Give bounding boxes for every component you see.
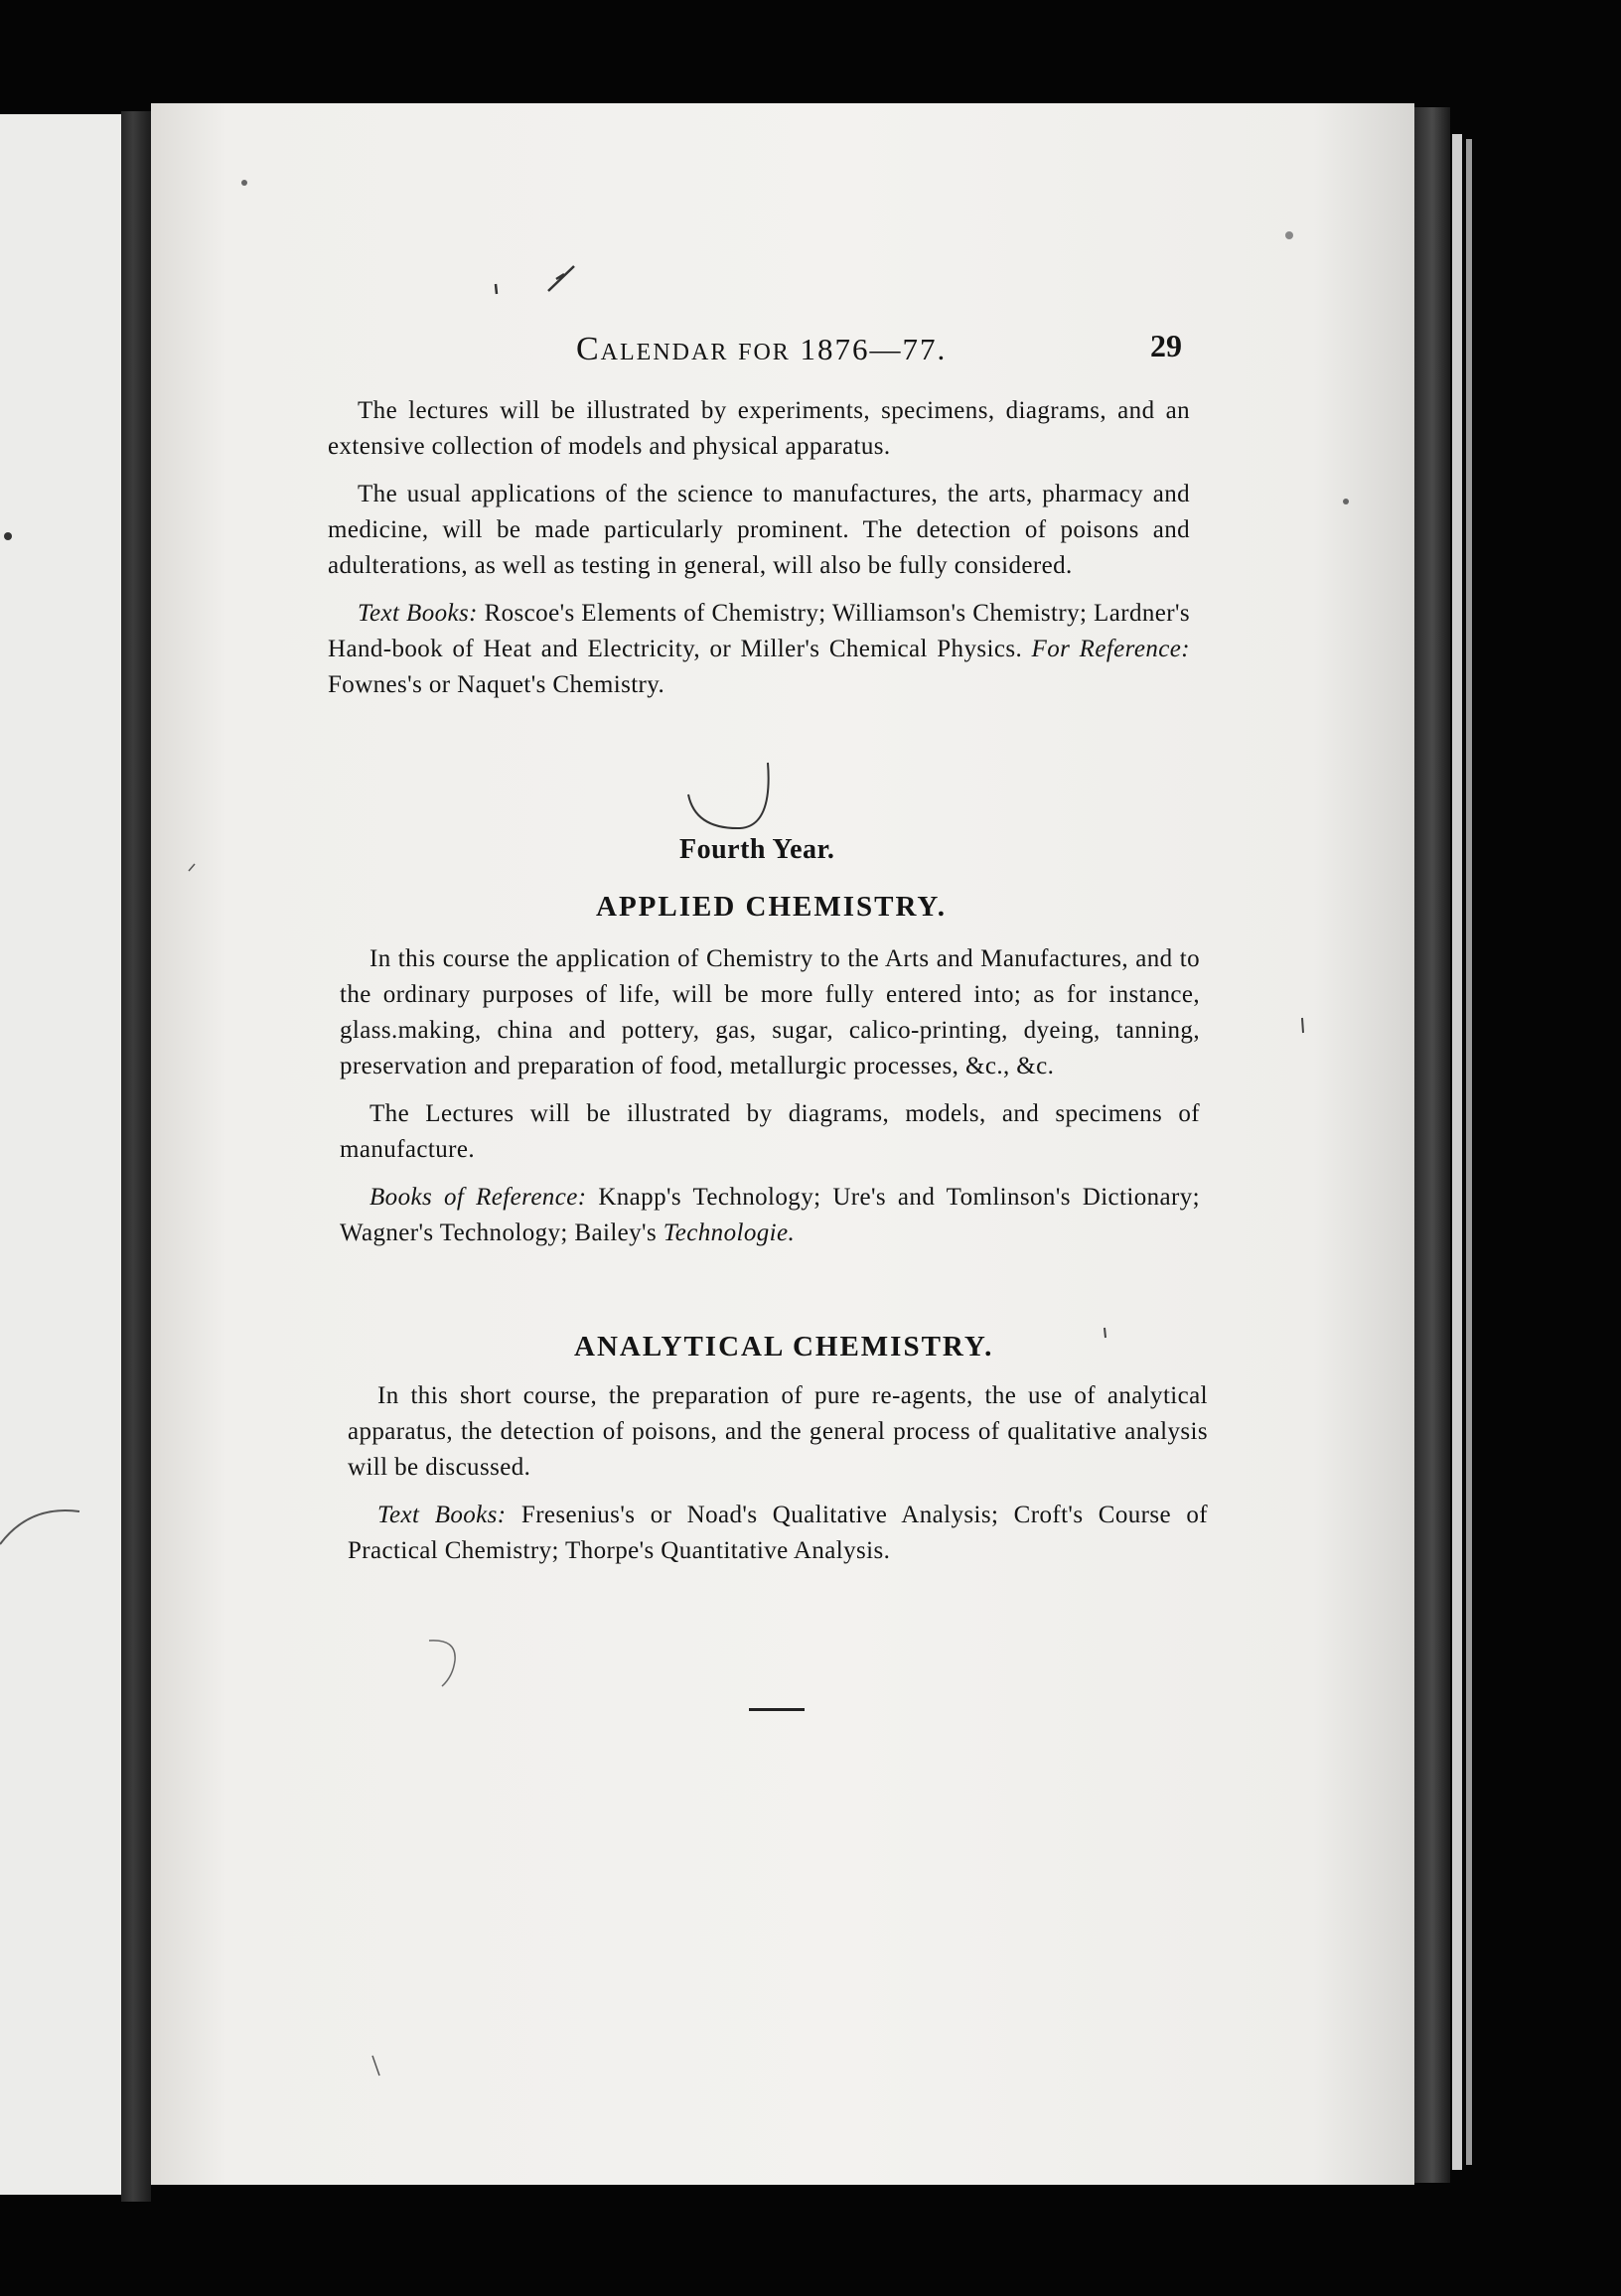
heading-fourth-year: Fourth Year.: [679, 834, 835, 865]
books-of-reference-label: Books of Reference:: [369, 1184, 587, 1211]
paragraph-analytical-course: In this short course, the preparation of pure re-agents, the use of analytical apparatus, the detection of poisons, and the general process of qualitative analysis will be discussed.: [348, 1382, 1208, 1481]
paragraph-applied-course: In this course the application of Chemistry to the Arts and Manufactures, and to the ordinary purposes of life, will be more fully entered into; as for instance, glass.making, china and pottery, gas, sugar, calico-printing, dyeing, tanning, preservation and preparation of food, metallurgic processes, &c., &c.: [340, 945, 1200, 1079]
running-head: [576, 331, 947, 368]
chemistry-continued-section: [328, 393, 1190, 715]
for-reference-label: For Reference:: [1031, 636, 1190, 662]
applied-chemistry-section: [340, 941, 1200, 1263]
running-head-calendar: Calendar: [576, 331, 729, 367]
paragraph-analytical-text-books: [348, 1498, 1208, 1569]
paragraph-text-books: [328, 596, 1190, 703]
paragraph-lectures-illustrated: The lectures will be illustrated by experiments, specimens, diagrams, and an extensive collection of models and physical apparatus.: [328, 397, 1190, 460]
paragraph-applied-lectures: The Lectures will be illustrated by diagrams, models, and specimens of manufacture.: [340, 1100, 1200, 1163]
page-edge-strip: [1452, 134, 1462, 2170]
analytical-text-books-label: Text Books:: [377, 1502, 507, 1528]
page-edge-shadow: [1414, 107, 1450, 2183]
section-end-rule: [749, 1708, 805, 1711]
running-head-years: 1876—77.: [800, 332, 948, 366]
page-number: 29: [1150, 328, 1182, 363]
analytical-text-books-list: Fresenius's or Noad's Qualitative Analysis; Croft's Course of Practical Chemistry; Thorpe's Quantitative Analysis.: [348, 1502, 1208, 1564]
book-gutter: [121, 111, 151, 2202]
technologie-title: Technologie.: [663, 1220, 796, 1246]
books-of-reference-list: Knapp's Technology; Ure's and Tomlinson's Dictionary; Wagner's Technology; Bailey's: [340, 1184, 1201, 1246]
running-head-for: for: [738, 331, 791, 367]
heading-analytical-chemistry: ANALYTICAL CHEMISTRY.: [574, 1331, 994, 1363]
left-page-edge: [0, 114, 121, 2195]
for-reference-list: Fownes's or Naquet's Chemistry.: [328, 671, 665, 698]
analytical-chemistry-section: [348, 1378, 1208, 1581]
page-edge-strip-inner: [1466, 139, 1472, 2165]
paragraph-usual-applications: The usual applications of the science to manufactures, the arts, pharmacy and medicine, will be made particularly prominent. The detection of poisons and adulterations, as well as testing in general, will also be fully considered.: [328, 481, 1190, 579]
text-books-list: Roscoe's Elements of Chemistry; Williamson's Chemistry; Lardner's Hand-book of Heat and Electricity, or Miller's Chemical Physics.: [328, 600, 1191, 662]
text-books-label: Text Books:: [358, 600, 478, 627]
paragraph-books-of-reference: [340, 1180, 1200, 1251]
heading-applied-chemistry: APPLIED CHEMISTRY.: [596, 891, 947, 923]
